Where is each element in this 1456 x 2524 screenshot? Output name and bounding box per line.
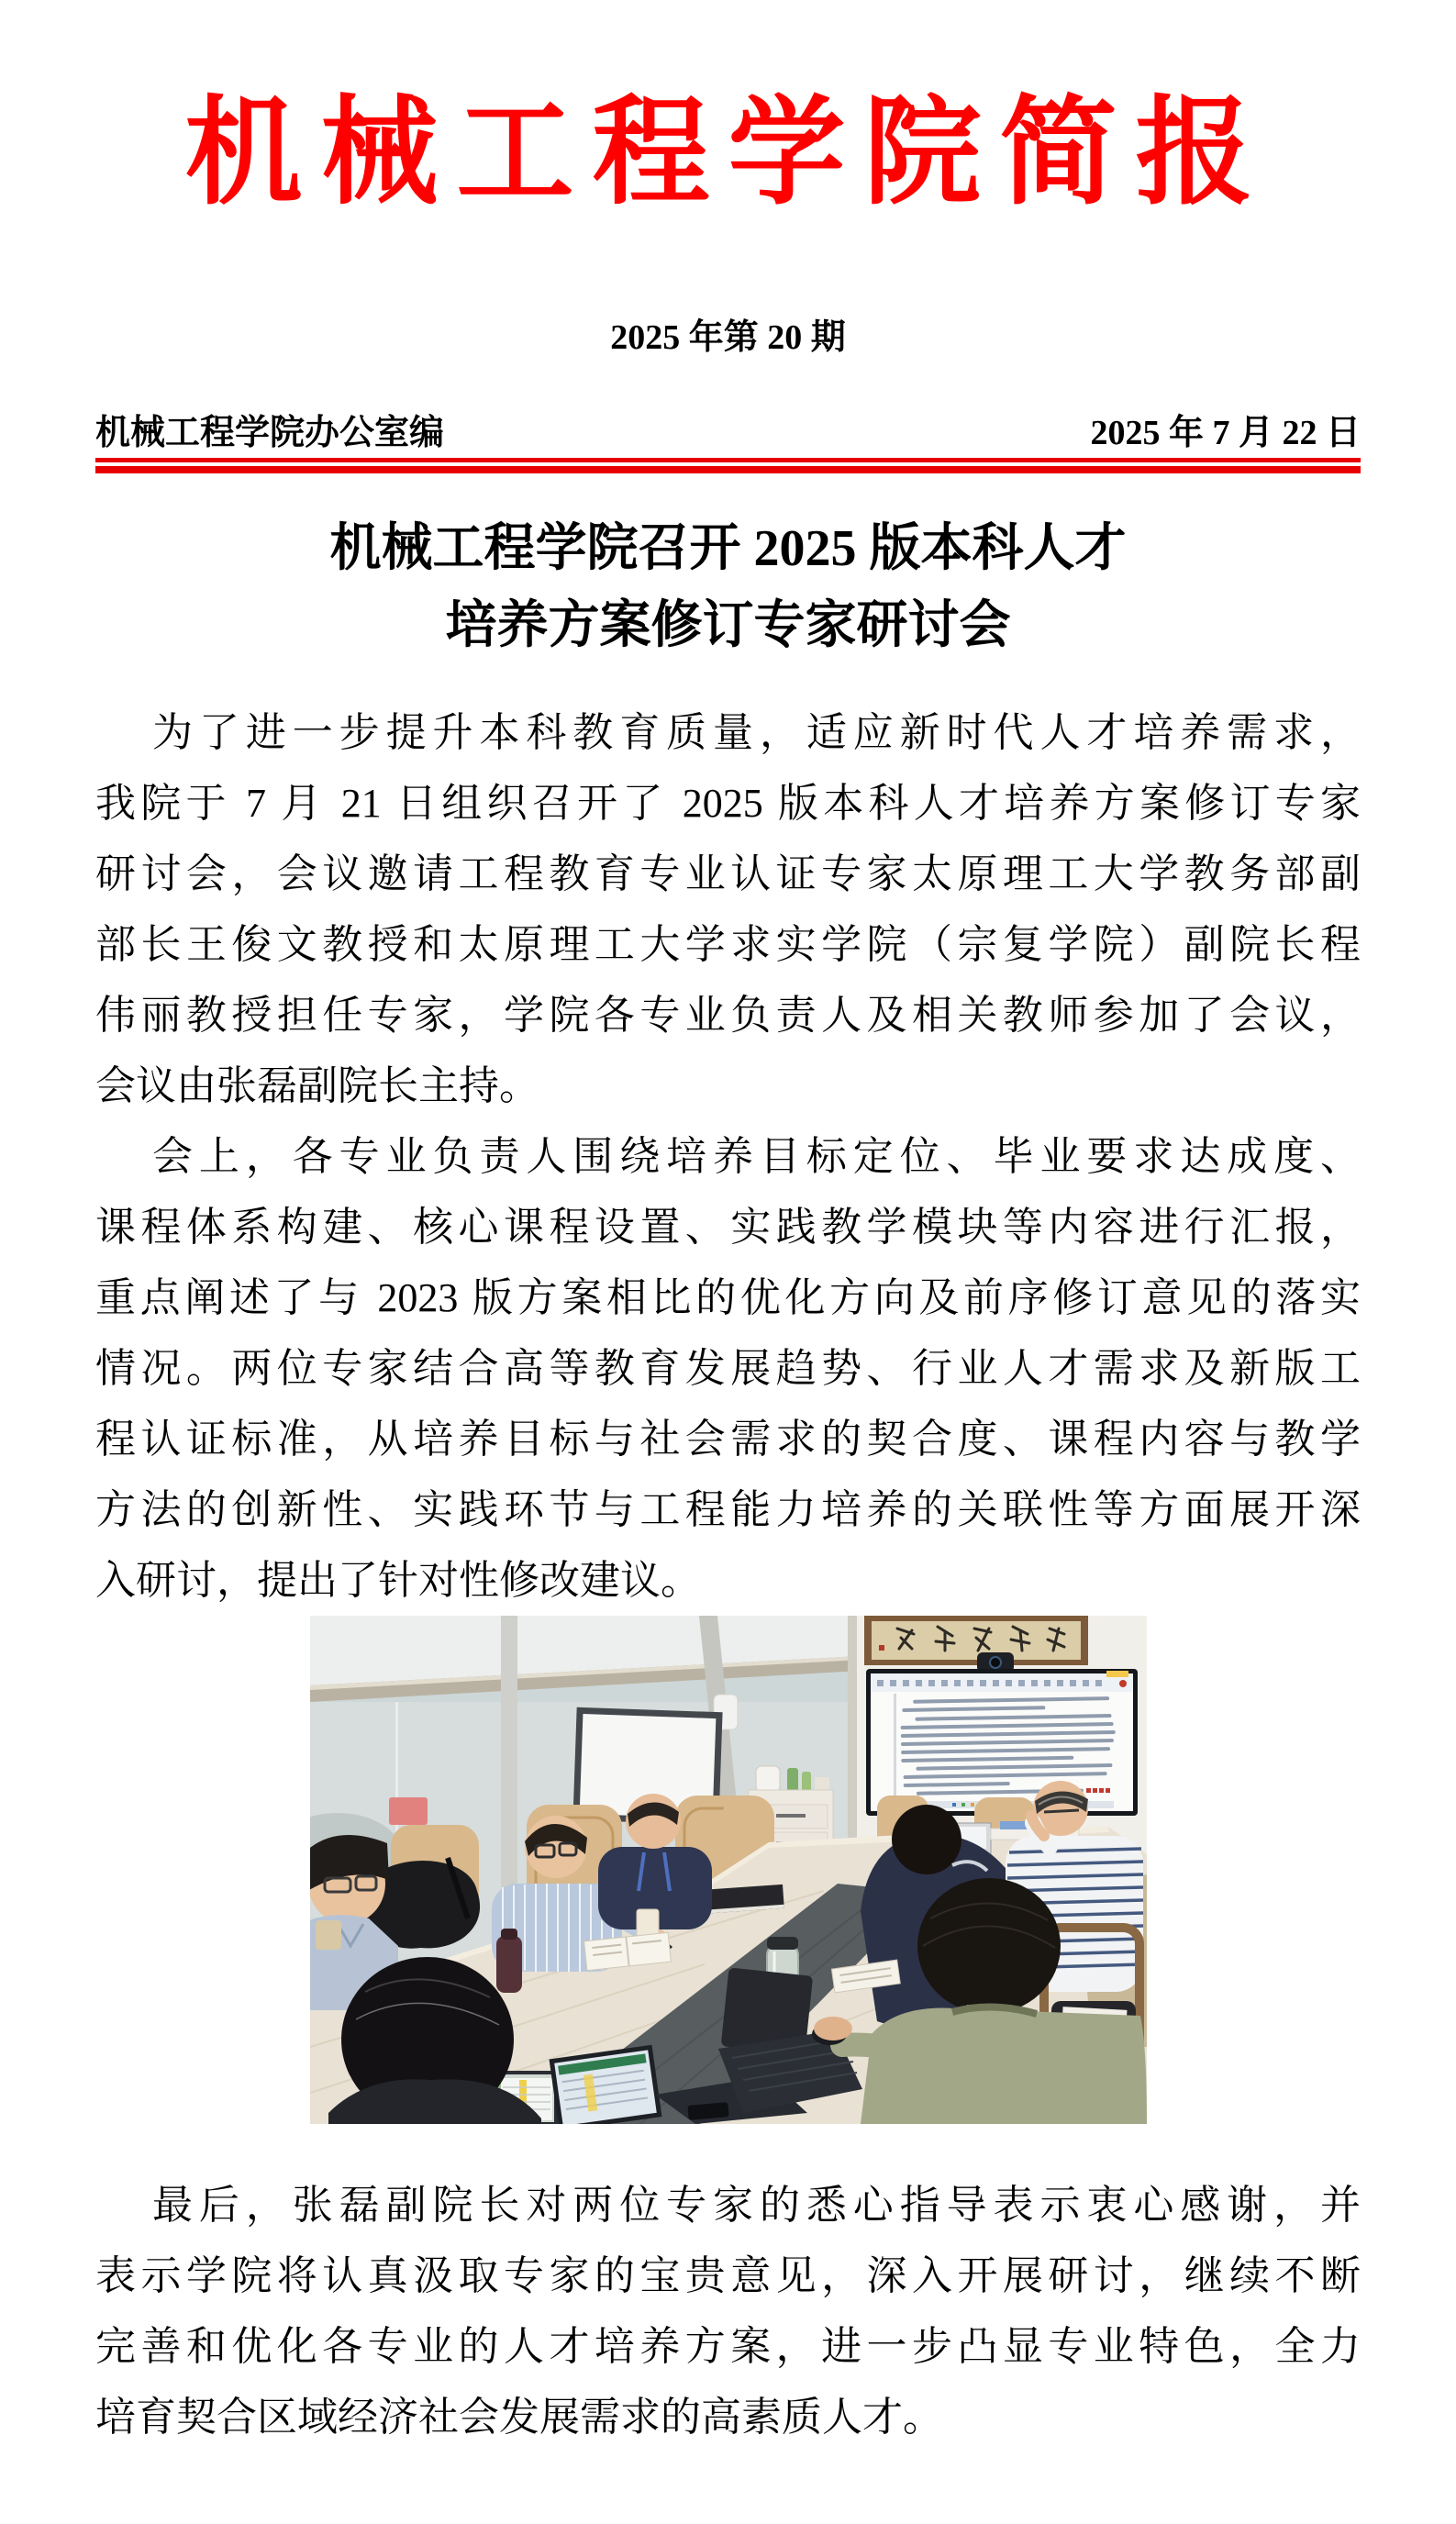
editor-label: 机械工程学院办公室编	[95, 414, 445, 452]
glasses	[1044, 1810, 1079, 1812]
paragraph-line: 情况。两位专家结合高等教育发展趋势、行业人才需求及新版工	[95, 1346, 1361, 1391]
date-label: 2025 年 7 月 22 日	[1090, 414, 1361, 452]
meeting-photo	[310, 1616, 1147, 2124]
paragraph-line: 为了进一步提升本科教育质量，适应新时代人才培养需求，	[152, 710, 1361, 755]
paragraph-3	[95, 2170, 1361, 2452]
double-rule-bottom	[95, 466, 1361, 473]
paragraph-line: 入研讨，提出了针对性修改建议。	[95, 1558, 701, 1603]
double-rule-top	[95, 458, 1361, 462]
paragraph-line: 伟丽教授担任专家，学院各专业负责人及相关教师参加了会议，	[95, 993, 1361, 1038]
paragraph-line: 我院于 7 月 21 日组织召开了 2025 版本科人才培养方案修订专家	[95, 781, 1361, 826]
paragraph-1	[95, 697, 1361, 1121]
laptop-bright-screen	[551, 2048, 659, 2124]
newsletter-masthead: 机械工程学院简报	[184, 88, 1272, 218]
record-dot	[1119, 1680, 1127, 1687]
paragraph-2	[95, 1121, 1361, 1616]
green-bottle	[802, 1772, 811, 1792]
issue-line: 2025 年第 20 期	[610, 318, 846, 357]
paragraph-line: 研讨会，会议邀请工程教育专业认证专家太原理工大学教务部副	[95, 851, 1361, 896]
paragraph-line: 会议由张磊副院长主持。	[95, 1063, 539, 1108]
paragraph-line: 部长王俊文教授和太原理工大学求实学院（宗复学院）副院长程	[95, 922, 1361, 967]
glass-mullion	[501, 1616, 517, 1891]
calligraphy-artwork	[864, 1616, 1088, 1665]
paragraph-line: 表示学院将认真汲取专家的宝贵意见，深入开展研讨，继续不断	[95, 2253, 1361, 2298]
article-title-line1: 机械工程学院召开 2025 版本科人才	[329, 520, 1127, 577]
article-title-line2: 培养方案修订专家研讨会	[445, 597, 1011, 654]
article-title	[95, 510, 1361, 664]
hand-on-mouse	[814, 2017, 852, 2040]
screen-tab	[1106, 1671, 1128, 1677]
paragraph-line: 最后，张磊副院长对两位专家的悉心指导表示衷心感谢，并	[152, 2183, 1361, 2228]
paragraph-line: 会上，各专业负责人围绕培养目标定位、毕业要求达成度、	[152, 1134, 1361, 1179]
paragraph-line: 课程体系构建、核心课程设置、实践教学模块等内容进行汇报，	[95, 1205, 1361, 1250]
document-toolbar	[871, 1673, 1133, 1692]
tea-cup	[316, 1920, 341, 1950]
paragraph-line: 重点阐述了与 2023 版方案相比的优化方向及前序修订意见的落实	[95, 1275, 1361, 1320]
meta-row	[95, 412, 1361, 454]
paper-cup	[637, 1909, 659, 1937]
paragraph-line: 培育契合区域经济社会发展需求的高素质人才。	[95, 2395, 943, 2440]
thermos	[496, 1929, 522, 1993]
green-bottle	[787, 1768, 798, 1792]
kettle	[756, 1766, 780, 1792]
paragraph-line: 方法的创新性、实践环节与工程能力培养的关联性等方面展开深	[95, 1487, 1361, 1532]
seal-mark	[879, 1645, 884, 1651]
paragraph-line: 完善和优化各专业的人才培养方案，进一步凸显专业特色，全力	[95, 2324, 1361, 2369]
red-folder	[389, 1797, 428, 1825]
paragraph-line: 程认证标准，从培养目标与社会需求的契合度、课程内容与教学	[95, 1417, 1361, 1462]
